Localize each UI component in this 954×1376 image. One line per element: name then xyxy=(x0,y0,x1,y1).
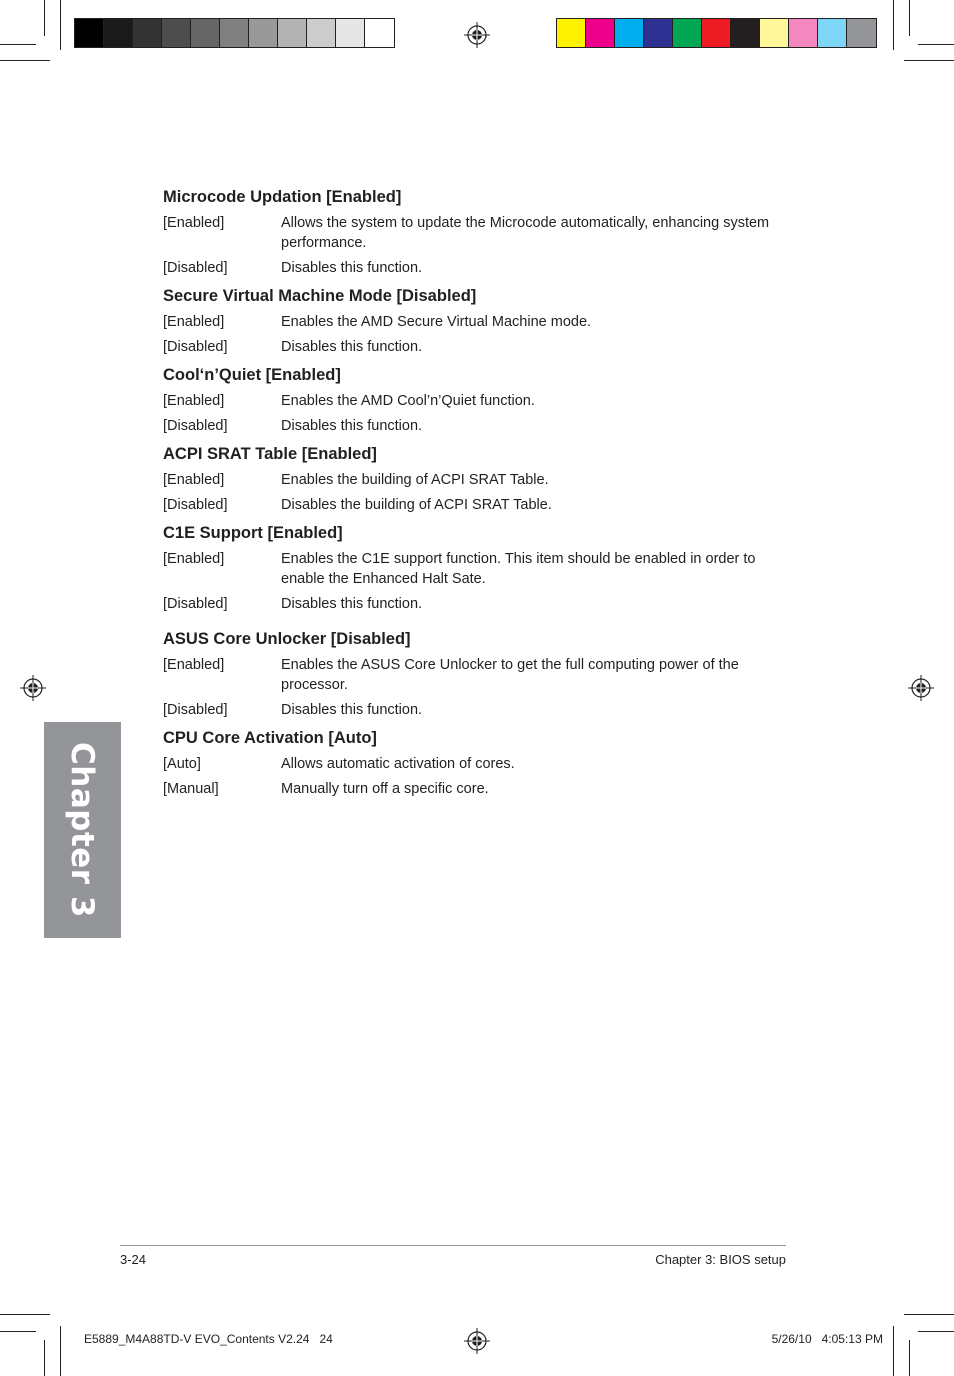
option-value: [Enabled] xyxy=(163,314,225,330)
section-title: Microcode Updation [Enabled] xyxy=(163,188,402,206)
option-row xyxy=(163,470,793,490)
option-row xyxy=(163,416,793,436)
option-description: Enables the C1E support function. This item should be enabled in order to enable the Enhanced Halt Sate. xyxy=(281,551,756,587)
footer-chapter-title: Chapter 3: BIOS setup xyxy=(655,1252,786,1267)
color-swatch xyxy=(789,19,818,47)
option-row xyxy=(163,337,793,357)
option-value: [Enabled] xyxy=(163,215,225,231)
chapter-tab xyxy=(44,722,121,938)
color-swatch xyxy=(75,19,104,47)
section-title: Secure Virtual Machine Mode [Disabled] xyxy=(163,287,477,305)
registration-mark-icon xyxy=(20,675,46,701)
option-row xyxy=(163,258,793,278)
color-swatch xyxy=(162,19,191,47)
color-swatch xyxy=(191,19,220,47)
option-value: [Disabled] xyxy=(163,339,228,355)
color-swatch xyxy=(818,19,847,47)
option-value: [Enabled] xyxy=(163,472,225,488)
color-swatch xyxy=(336,19,365,47)
option-row xyxy=(163,594,793,614)
color-swatch xyxy=(760,19,789,47)
chapter-tab-label: Chapter 3 xyxy=(64,742,100,918)
section-title: C1E Support [Enabled] xyxy=(163,524,343,542)
color-swatch xyxy=(307,19,336,47)
option-value: [Enabled] xyxy=(163,657,225,673)
option-description: Disables the building of ACPI SRAT Table. xyxy=(281,497,552,513)
bios-options-content xyxy=(163,186,793,806)
option-value: [Disabled] xyxy=(163,418,228,434)
section-microcode-updation xyxy=(163,186,793,278)
option-description: Disables this function. xyxy=(281,260,423,276)
color-swatch xyxy=(586,19,615,47)
color-swatch xyxy=(104,19,133,47)
color-swatch xyxy=(557,19,586,47)
print-slug-timestamp: 5/26/10 4:05:13 PM xyxy=(771,1332,883,1346)
option-value: [Disabled] xyxy=(163,702,228,718)
section-asus-core-unlocker xyxy=(163,628,793,720)
option-description: Enables the AMD Cool’n’Quiet function. xyxy=(281,393,535,409)
color-swatch xyxy=(673,19,702,47)
section-cpu-core-activation xyxy=(163,727,793,799)
option-description: Manually turn off a specific core. xyxy=(281,781,489,797)
option-description: Allows the system to update the Microcode automatically, enhancing system performance. xyxy=(281,215,770,251)
option-description: Enables the building of ACPI SRAT Table. xyxy=(281,472,549,488)
option-row xyxy=(163,655,793,695)
color-swatch xyxy=(249,19,278,47)
process-color-bar xyxy=(556,18,877,48)
color-swatch xyxy=(220,19,249,47)
option-value: [Disabled] xyxy=(163,497,228,513)
color-swatch xyxy=(133,19,162,47)
section-secure-virtual-machine xyxy=(163,285,793,357)
option-row xyxy=(163,700,793,720)
registration-mark-icon xyxy=(464,22,490,48)
color-swatch xyxy=(702,19,731,47)
option-value: [Disabled] xyxy=(163,260,228,276)
option-row xyxy=(163,549,793,589)
option-row xyxy=(163,312,793,332)
section-c1e-support xyxy=(163,522,793,614)
option-description: Enables the ASUS Core Unlocker to get the full computing power of the processor. xyxy=(281,657,739,693)
page-number: 3-24 xyxy=(120,1252,147,1267)
option-value: [Auto] xyxy=(163,756,201,772)
footer-divider xyxy=(120,1245,786,1246)
color-swatch xyxy=(731,19,760,47)
color-swatch xyxy=(615,19,644,47)
option-row xyxy=(163,391,793,411)
option-description: Disables this function. xyxy=(281,418,423,434)
section-title: CPU Core Activation [Auto] xyxy=(163,729,377,747)
grayscale-color-bar xyxy=(74,18,395,48)
option-row xyxy=(163,213,793,253)
color-swatch xyxy=(365,19,394,47)
color-swatch xyxy=(847,19,876,47)
color-swatch xyxy=(644,19,673,47)
section-acpi-srat-table xyxy=(163,443,793,515)
section-title: Cool‘n’Quiet [Enabled] xyxy=(163,366,341,384)
option-value: [Enabled] xyxy=(163,393,225,409)
registration-mark-icon xyxy=(908,675,934,701)
option-value: [Enabled] xyxy=(163,551,225,567)
option-description: Allows automatic activation of cores. xyxy=(281,756,515,772)
option-row xyxy=(163,754,793,774)
section-cool-n-quiet xyxy=(163,364,793,436)
option-row xyxy=(163,495,793,515)
section-title: ASUS Core Unlocker [Disabled] xyxy=(163,630,411,648)
option-description: Disables this function. xyxy=(281,596,423,612)
option-row xyxy=(163,779,793,799)
option-description: Disables this function. xyxy=(281,339,423,355)
color-swatch xyxy=(278,19,307,47)
print-slug-file: E5889_M4A88TD-V EVO_Contents V2.24 24 xyxy=(84,1332,333,1346)
option-value: [Disabled] xyxy=(163,596,228,612)
option-description: Enables the AMD Secure Virtual Machine mode. xyxy=(281,314,592,330)
option-description: Disables this function. xyxy=(281,702,423,718)
section-title: ACPI SRAT Table [Enabled] xyxy=(163,445,377,463)
option-value: [Manual] xyxy=(163,781,219,797)
registration-mark-icon xyxy=(464,1328,490,1354)
